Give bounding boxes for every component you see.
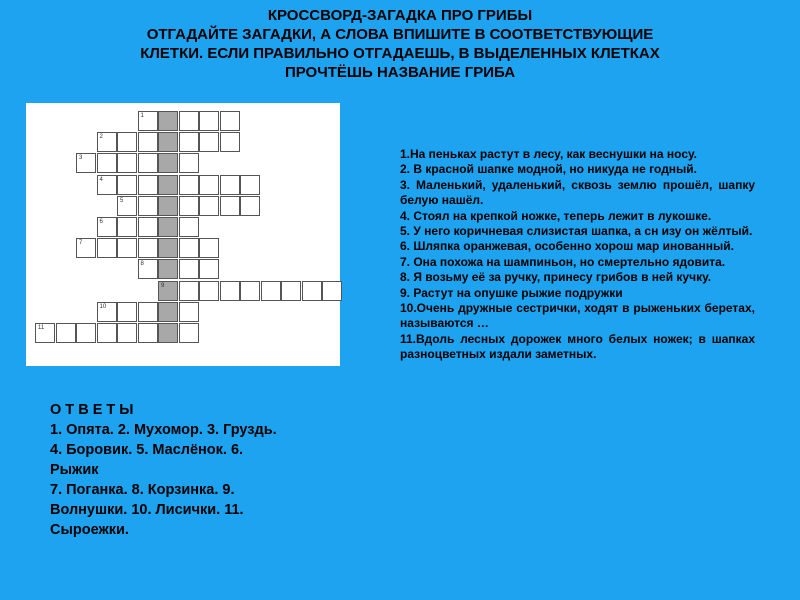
crossword-cell bbox=[117, 153, 137, 173]
crossword-cell bbox=[158, 281, 178, 301]
clue-number: 11 bbox=[38, 325, 45, 331]
crossword-cell bbox=[138, 238, 158, 258]
title-line: ПРОЧТЁШЬ НАЗВАНИЕ ГРИБА bbox=[284, 64, 516, 81]
riddle-list bbox=[400, 147, 755, 363]
crossword-cell bbox=[179, 323, 199, 343]
crossword-cell bbox=[240, 175, 260, 195]
crossword-cell bbox=[240, 196, 260, 216]
crossword-cell bbox=[138, 132, 158, 152]
crossword-cell bbox=[138, 175, 158, 195]
crossword-cell bbox=[97, 302, 117, 322]
crossword-cell bbox=[199, 175, 219, 195]
crossword-cell bbox=[117, 238, 137, 258]
crossword-cell bbox=[117, 196, 137, 216]
riddle-10: 10.Очень дружные сестрички, ходят в рыженьких беретах, называются … bbox=[400, 301, 755, 331]
clue-number: 6 bbox=[99, 219, 103, 225]
crossword-cell bbox=[138, 259, 158, 279]
answers-line: 7. Поганка. 8. Корзинка. 9. bbox=[50, 482, 235, 498]
crossword-cell bbox=[179, 259, 199, 279]
crossword-cell bbox=[179, 196, 199, 216]
answers-line: 4. Боровик. 5. Маслёнок. 6. bbox=[50, 442, 244, 458]
crossword-cell bbox=[76, 153, 96, 173]
crossword-cell bbox=[158, 323, 178, 343]
crossword-cell bbox=[158, 153, 178, 173]
crossword-cell bbox=[117, 302, 137, 322]
crossword-cell bbox=[158, 111, 178, 131]
crossword-cell bbox=[220, 175, 240, 195]
crossword-cell bbox=[158, 302, 178, 322]
crossword-cell bbox=[261, 281, 281, 301]
crossword-cell bbox=[117, 323, 137, 343]
answers-header: О Т В Е Т Ы bbox=[50, 402, 134, 418]
clue-number: 10 bbox=[99, 303, 107, 310]
crossword-cell bbox=[199, 111, 219, 131]
crossword-cell bbox=[97, 217, 117, 237]
crossword-cell bbox=[179, 302, 199, 322]
crossword-cell bbox=[97, 175, 117, 195]
riddle-2: 2. В красной шапке модной, но никуда не годный. bbox=[400, 162, 698, 177]
riddle-9: 9. Растут на опушке рыжие подружки bbox=[400, 285, 623, 300]
crossword-cell bbox=[117, 217, 137, 237]
crossword-cell bbox=[179, 238, 199, 258]
crossword-cell bbox=[138, 196, 158, 216]
crossword-cell bbox=[117, 175, 137, 195]
crossword-cell bbox=[179, 281, 199, 301]
page-title bbox=[60, 6, 740, 82]
crossword-cell bbox=[158, 196, 178, 216]
crossword-cell bbox=[220, 196, 240, 216]
crossword-cell bbox=[179, 111, 199, 131]
crossword-cell bbox=[199, 196, 219, 216]
crossword-cell bbox=[220, 281, 240, 301]
crossword-cell bbox=[138, 111, 158, 131]
title-line: ОТГАДАЙТЕ ЗАГАДКИ, А СЛОВА ВПИШИТЕ В СООТВЕТСТВУЮЩИЕ bbox=[146, 26, 654, 43]
crossword-cell bbox=[199, 281, 219, 301]
answers-line: 1. Опята. 2. Мухомор. 3. Груздь. bbox=[50, 422, 277, 438]
title-line: КЛЕТКИ. ЕСЛИ ПРАВИЛЬНО ОТГАДАЕШЬ, В ВЫДЕЛЕННЫХ КЛЕТКАХ bbox=[140, 45, 660, 62]
clue-number: 4 bbox=[99, 176, 103, 183]
crossword-cell bbox=[179, 175, 199, 195]
crossword-cell bbox=[199, 259, 219, 279]
riddle-5: 5. У него коричневая слизистая шапка, а сн изу он жёлтый. bbox=[400, 224, 753, 239]
crossword-cell bbox=[179, 132, 199, 152]
crossword-cell bbox=[158, 175, 178, 195]
crossword-cell bbox=[199, 132, 219, 152]
clue-number: 5 bbox=[120, 197, 124, 204]
crossword-cell bbox=[97, 153, 117, 173]
crossword-cell bbox=[117, 132, 137, 152]
answers-line: Сыроежки. bbox=[50, 522, 129, 538]
riddle-3: 3. Маленький, удаленький, сквозь землю прошёл, шапку белую нашёл. bbox=[400, 177, 755, 208]
riddle-8: 8. Я возьму её за ручку, принесу грибов в ней кучку. bbox=[400, 270, 712, 285]
crossword-cell bbox=[220, 111, 240, 131]
crossword-cell bbox=[199, 238, 219, 258]
crossword-cell bbox=[76, 323, 96, 343]
clue-number: 8 bbox=[140, 261, 144, 268]
crossword-cell bbox=[97, 323, 117, 343]
crossword-cell bbox=[281, 281, 301, 301]
crossword-cell bbox=[97, 238, 117, 258]
answers-block bbox=[50, 400, 350, 540]
crossword-cell bbox=[158, 238, 178, 258]
crossword-cell bbox=[302, 281, 322, 301]
riddle-4: 4. Стоял на крепкой ножке, теперь лежит в лукошке. bbox=[400, 208, 712, 223]
crossword-cell bbox=[76, 238, 96, 258]
crossword-grid bbox=[26, 103, 340, 366]
riddle-11: 11.Вдоль лесных дорожек много белых ножек; в шапках разноцветных издали заметных. bbox=[400, 331, 755, 362]
crossword-cell bbox=[158, 132, 178, 152]
crossword-cell bbox=[56, 323, 76, 343]
crossword-cell bbox=[138, 217, 158, 237]
crossword-cell bbox=[158, 259, 178, 279]
title-line: КРОССВОРД-ЗАГАДКА ПРО ГРИБЫ bbox=[267, 7, 533, 24]
crossword-cell bbox=[179, 153, 199, 173]
clue-number: 2 bbox=[99, 134, 103, 141]
answers-line: Волнушки. 10. Лисички. 11. bbox=[50, 502, 244, 518]
crossword-cell bbox=[158, 217, 178, 237]
clue-number: 7 bbox=[79, 240, 83, 247]
answers-line: Рыжик bbox=[50, 462, 99, 478]
crossword-cell bbox=[138, 302, 158, 322]
crossword-cell bbox=[35, 323, 55, 343]
crossword-cell bbox=[322, 281, 342, 301]
crossword-cell bbox=[240, 281, 260, 301]
riddle-6: 6. Шляпка оранжевая, особенно хорош мар инованный. bbox=[400, 239, 734, 254]
crossword-cell bbox=[138, 323, 158, 343]
crossword-cell bbox=[97, 132, 117, 152]
crossword-cell bbox=[138, 153, 158, 173]
riddle-1: 1.На пеньках растут в лесу, как веснушки на носу. bbox=[400, 147, 697, 161]
clue-number: 9 bbox=[161, 282, 165, 289]
riddle-7: 7. Она похожа на шампиньон, но смертельно ядовита. bbox=[400, 254, 726, 269]
crossword-cell bbox=[220, 132, 240, 152]
clue-number: 1 bbox=[140, 113, 144, 119]
clue-number: 3 bbox=[79, 155, 83, 162]
crossword-cell bbox=[179, 217, 199, 237]
